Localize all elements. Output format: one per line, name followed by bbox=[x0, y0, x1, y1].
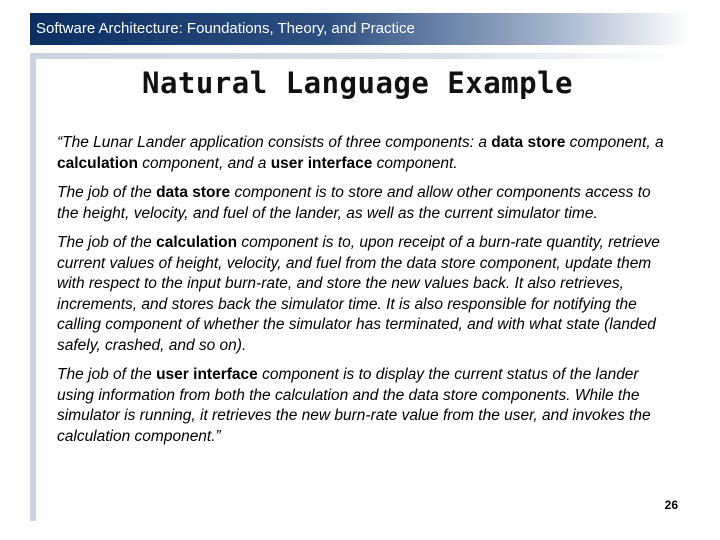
paragraph-text: component is to store and allow other components access to the height, velocity, and fuel of the lander, as well as the current simulator time. bbox=[57, 184, 651, 222]
body-paragraph bbox=[57, 133, 672, 174]
paragraph-text: component is to, upon receipt of a burn-rate quantity, retrieve current values of height, velocity, and fuel from the data store component, update them with respect to the input burn-rate, and store the new values back. It also retrieves, increments, and stores back the simulator time. It is also responsible for notifying the calling component of whether the simulator has terminated, and with what state (landed safely, crashed, and so on). bbox=[57, 234, 660, 354]
slide-body bbox=[57, 133, 672, 456]
paragraph-text: The job of the bbox=[57, 366, 157, 383]
bold-term: user interface bbox=[270, 154, 373, 172]
bold-term: data store bbox=[156, 184, 231, 201]
slide-title: Natural Language Example bbox=[141, 66, 574, 100]
page-number: 26 bbox=[664, 498, 678, 512]
paragraph-text: component. bbox=[372, 154, 458, 172]
paragraph-text: The job of the bbox=[57, 234, 157, 251]
paragraph-text: component, and a bbox=[137, 154, 271, 172]
paragraph-text: “The Lunar Lander application consists of three components: a bbox=[57, 134, 492, 151]
paragraph-text: component is to display the current status of the lander using information from both the calculation and the data store components. While the simulator is running, it retrieves the new burn-rate value from the user, and invokes the calculation component.” bbox=[57, 366, 651, 445]
body-paragraph bbox=[57, 233, 672, 356]
paragraph-text: The job of the bbox=[57, 184, 157, 201]
slide-frame-top bbox=[30, 53, 690, 59]
course-title: Software Architecture: Foundations, Theory, and Practice bbox=[36, 20, 415, 37]
header-bar bbox=[30, 13, 690, 45]
bold-term: user interface bbox=[156, 366, 258, 383]
bold-term: calculation bbox=[156, 234, 238, 251]
paragraph-text: component, a bbox=[565, 134, 664, 151]
slide-frame-left bbox=[30, 53, 36, 521]
body-paragraph bbox=[57, 365, 672, 447]
bold-term: data store bbox=[491, 134, 566, 151]
body-paragraph bbox=[57, 183, 672, 224]
bold-term: calculation bbox=[57, 154, 138, 172]
